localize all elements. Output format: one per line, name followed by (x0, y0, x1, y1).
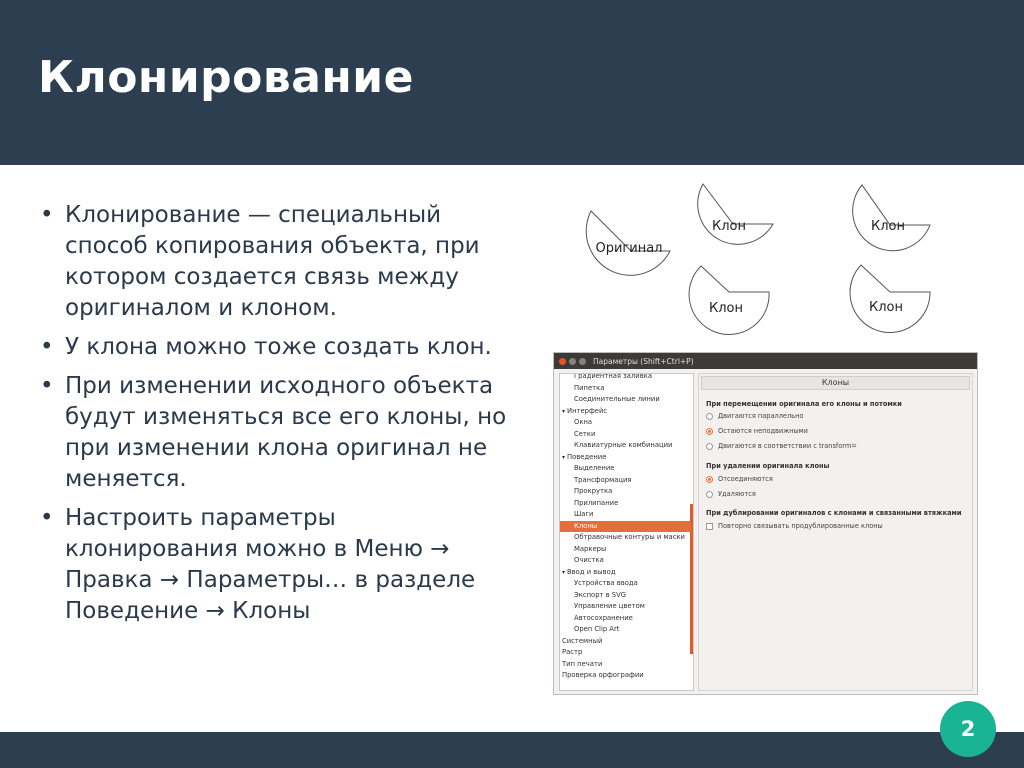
radio-icon (706, 491, 713, 498)
clone-shape (698, 184, 773, 244)
tree-item-label: Обтравочные контуры и маски (574, 533, 685, 541)
bullet-dot-icon: • (40, 334, 54, 360)
relink-checkbox[interactable] (706, 522, 883, 530)
bullet-dot-icon: • (40, 373, 54, 399)
minimize-icon[interactable] (569, 358, 576, 365)
checkbox-icon (706, 523, 713, 530)
tree-item-label: Трансформация (574, 475, 632, 484)
clone-shape (689, 266, 769, 334)
radio-checked-icon (706, 476, 713, 483)
radio-checked-icon (706, 428, 713, 435)
tree-item[interactable] (560, 417, 691, 429)
tree-item[interactable] (560, 394, 691, 406)
tree-item-label: Тип печати (562, 659, 603, 668)
bullet-text: У клона можно тоже создать клон. (65, 334, 492, 360)
preferences-dialog (553, 352, 978, 695)
bullet-item (38, 503, 508, 627)
option-label: Отсоединяются (718, 475, 773, 483)
dialog-titlebar (554, 353, 977, 369)
tree-item[interactable] (560, 475, 691, 487)
tree-item-label: Интерфейс (567, 406, 608, 415)
tree-item-label: Пипетка (574, 383, 605, 392)
tree-item-label: Поведение (567, 452, 607, 461)
bullet-dot-icon: • (40, 202, 54, 228)
tree-item-label: Выделение (574, 464, 615, 472)
clone-diagram (580, 178, 950, 343)
clone-label: Клон (869, 300, 903, 315)
clone-label: Клон (871, 219, 905, 234)
tree-item-label: Проверка орфографии (562, 671, 644, 679)
tree-item[interactable] (560, 452, 691, 464)
tree-item[interactable] (560, 532, 691, 544)
tree-item-label: Сетки (574, 429, 596, 438)
page-number-badge: 2 (940, 701, 996, 757)
tree-item[interactable] (560, 636, 691, 648)
bullet-text: Клонирование — специальный способ копирования объекта, при котором создается связь между оригиналом и клоном. (65, 202, 480, 321)
tree-item[interactable] (560, 647, 691, 659)
delete-option-unlink[interactable] (706, 475, 773, 483)
move-option-parallel[interactable] (706, 412, 803, 420)
panel-heading: Клоны (701, 376, 970, 390)
radio-icon (706, 443, 713, 450)
option-label: Двигаются параллельно (718, 412, 804, 420)
slide-footer (0, 732, 1024, 768)
tree-item[interactable] (560, 440, 691, 452)
bullet-item (38, 371, 508, 495)
tree-item-label: Управление цветом (574, 602, 645, 610)
tree-item-label: Растр (562, 648, 583, 656)
tree-item[interactable] (560, 509, 691, 521)
bullet-list (38, 200, 508, 635)
bullet-item (38, 200, 508, 324)
expand-arrow-icon[interactable]: ▾ (562, 407, 566, 415)
tree-item-label: Клавиатурные комбинации (574, 441, 673, 449)
tree-item[interactable] (560, 659, 691, 671)
tree-item-label: Маркеры (574, 544, 607, 553)
clone-shape (853, 185, 930, 251)
tree-item-label: Клоны (574, 521, 598, 530)
option-label: Двигаются в соответствии с transform= (718, 442, 857, 450)
tree-item-label: Прокрутка (574, 487, 613, 495)
tree-item[interactable] (560, 463, 691, 475)
tree-item[interactable] (560, 486, 691, 498)
tree-item[interactable] (560, 521, 691, 533)
option-label: Удаляются (718, 490, 756, 498)
original-label: Оригинал (595, 241, 663, 256)
clone-label: Клон (712, 219, 746, 234)
tree-item[interactable] (560, 383, 691, 395)
tree-item-label: Автосохранение (574, 613, 633, 622)
tree-item-label: Ввод и вывод (567, 567, 616, 576)
move-option-stay[interactable] (706, 427, 808, 435)
tree-item-label: Градиентная заливка (574, 373, 653, 380)
move-option-transform[interactable] (706, 442, 857, 450)
slide-title: Клонирование (38, 52, 414, 103)
tree-item[interactable] (560, 624, 691, 636)
tree-item-label: Open Clip Art (574, 625, 620, 633)
bullet-item (38, 332, 508, 363)
tree-item[interactable] (560, 498, 691, 510)
tree-item[interactable] (560, 590, 691, 602)
bullet-text: Настроить параметры клонирования можно в Меню → Правка → Параметры… в разделе Поведение → Клоны (65, 505, 476, 624)
tree-item[interactable] (560, 670, 691, 682)
delete-option-delete[interactable] (706, 490, 756, 498)
tree-item[interactable] (560, 555, 691, 567)
expand-arrow-icon[interactable]: ▾ (562, 453, 566, 461)
close-icon[interactable] (559, 358, 566, 365)
tree-item-label: Экспорт в SVG (574, 590, 627, 599)
original-shape (586, 211, 670, 275)
tree-item-label: Шаги (574, 510, 594, 518)
clone-label: Клон (709, 301, 743, 316)
slide-header (0, 0, 1024, 165)
tree-item-label: Устройства ввода (574, 579, 638, 587)
dialog-title: Параметры (Shift+Ctrl+P) (593, 356, 694, 366)
tree-item-label: Соединительные линии (574, 395, 660, 403)
clone-shape (850, 265, 930, 333)
tree-item[interactable] (560, 373, 691, 383)
radio-icon (706, 413, 713, 420)
clones-panel (698, 373, 973, 691)
option-label: Повторно связывать продублированные клоны (718, 522, 883, 530)
option-label: Остаются неподвижными (718, 427, 808, 435)
preferences-tree (559, 373, 694, 691)
tree-item[interactable] (560, 601, 691, 613)
tree-item[interactable] (560, 567, 691, 579)
bullet-dot-icon: • (40, 505, 54, 531)
tree-item[interactable] (560, 406, 691, 418)
move-section-label: При перемещении оригинала его клоны и потомки (706, 400, 902, 408)
expand-arrow-icon[interactable]: ▾ (562, 568, 566, 576)
duplicate-section-label: При дублировании оригиналов с клонами и связанными втяжками (706, 509, 962, 517)
tree-item[interactable] (560, 429, 691, 441)
bullet-text: При изменении исходного объекта будут изменяться все его клоны, но при изменении клона оригинал не меняется. (65, 373, 507, 492)
tree-item[interactable] (560, 544, 691, 556)
tree-item[interactable] (560, 613, 691, 625)
tree-item-label: Системный (562, 636, 603, 645)
maximize-icon[interactable] (579, 358, 586, 365)
tree-item-label: Очистка (574, 556, 604, 564)
tree-item[interactable] (560, 578, 691, 590)
delete-section-label: При удалении оригинала клоны (706, 462, 830, 470)
tree-item-label: Прилипание (574, 498, 619, 507)
tree-item-label: Окна (574, 418, 593, 426)
